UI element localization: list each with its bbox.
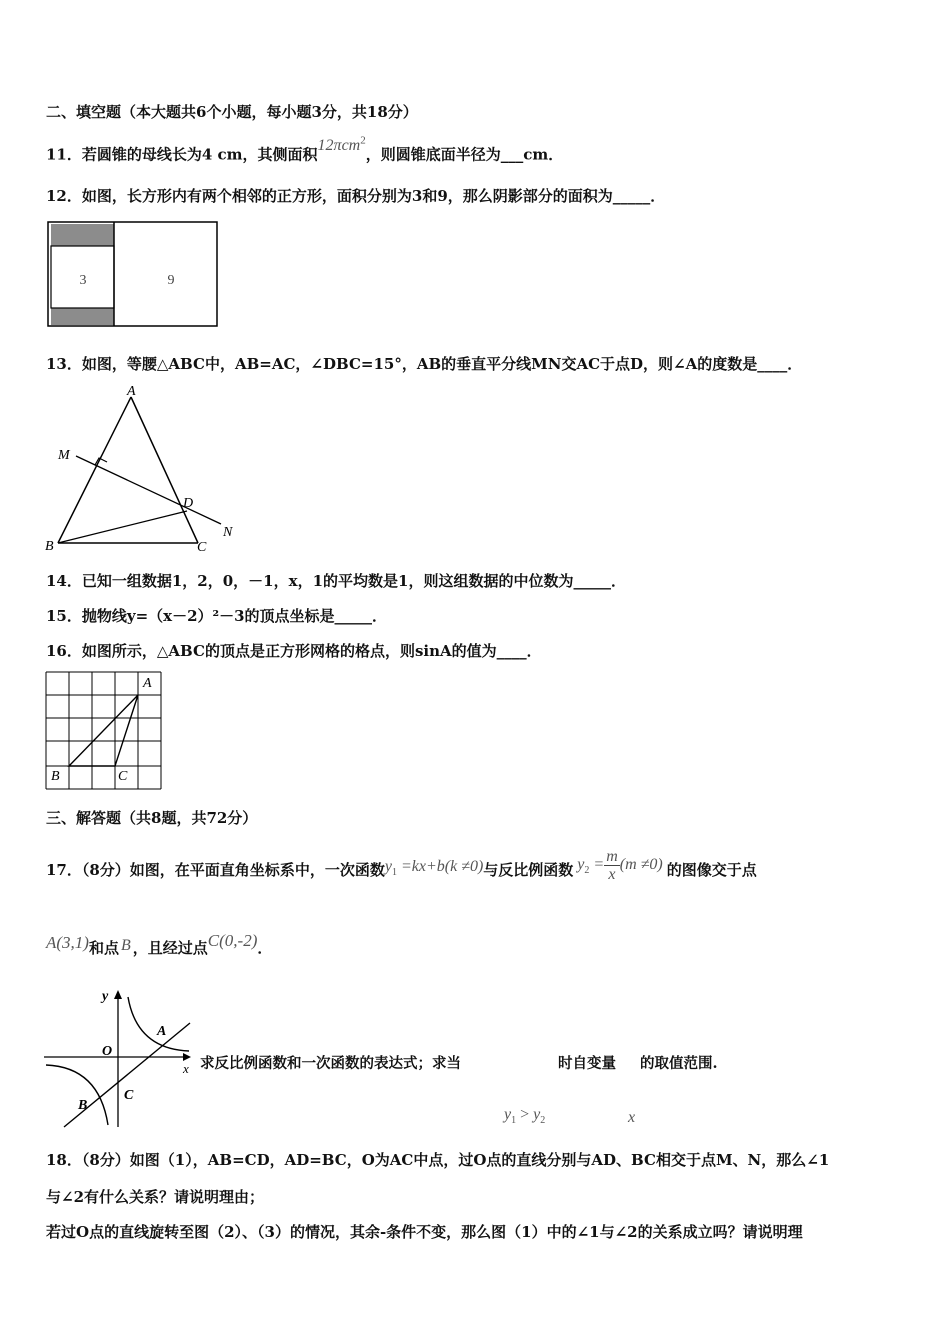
q11-text-a: 11．若圆锥的母线长为4 cm，其侧面积 bbox=[46, 145, 318, 164]
variable-x: x bbox=[628, 1109, 636, 1126]
y-axis-arrow-icon bbox=[114, 990, 122, 999]
side-ac bbox=[131, 397, 198, 543]
q17-text-a: 17．（8分）如图，在平面直角坐标系中，一次函数 bbox=[46, 861, 385, 880]
q17-text-b: 与反比例函数 bbox=[483, 861, 574, 880]
bisector-mn bbox=[76, 456, 221, 524]
label-x: x bbox=[183, 1061, 189, 1076]
label-a: A bbox=[127, 384, 136, 399]
question-18-line-1: 18．（8分）如图（1），AB=CD，AD=BC，O为AC中点，过O点的直线分别与AD、BC相交于点M、N，那么∠1 bbox=[46, 1151, 830, 1169]
q17-task-part1: 求反比例函数和一次函数的表达式；求当 bbox=[200, 1055, 461, 1072]
label-b: B bbox=[45, 539, 54, 554]
section3-heading: 三、解答题（共8题，共72分） bbox=[46, 809, 258, 827]
triangle-abc bbox=[69, 695, 138, 766]
q17-task-part2: 时自变量 bbox=[558, 1055, 616, 1072]
question-12: 12．如图，长方形内有两个相邻的正方形，面积分别为3和9，那么阴影部分的面积为_____． bbox=[46, 187, 666, 205]
label-y: y bbox=[102, 989, 109, 1004]
label-c: C bbox=[197, 540, 207, 555]
big-square-label: 9 bbox=[167, 273, 175, 288]
q11-area-expression: 12πcm$^2$ bbox=[317, 135, 366, 155]
q17-text-d: 和点 bbox=[88, 939, 119, 957]
q12-figure bbox=[46, 220, 221, 330]
q17-task-part3: 的取值范围. bbox=[640, 1055, 718, 1072]
top-shaded-region bbox=[51, 224, 114, 246]
section2-heading: 二、填空题（本大题共6个小题，每小题3分，共18分） bbox=[46, 103, 418, 121]
inequality-y1-gt-y2: $y_1 > y_2$ bbox=[504, 1106, 546, 1127]
question-18-line-3: 若过O点的直线旋转至图（2）、（3）的情况，其余‑条件不变，那么图（1）中的∠1与∠2的关系成立吗？请说明理 bbox=[46, 1223, 803, 1241]
inverse-function: $y_2$ = $\frac{m}{x}$ (m ≠0) bbox=[577, 848, 663, 883]
segment-bd bbox=[58, 511, 187, 543]
question-16: 16．如图所示，△ABC的顶点是正方形网格的格点，则sinA的值为____． bbox=[46, 642, 542, 660]
question-13: 13．如图，等腰△ABC中，AB=AC，∠DBC=15°，AB的垂直平分线MN交AC于点D，则∠A的度数是____． bbox=[46, 355, 803, 373]
question-14: 14．已知一组数据1，2，0，－1，x，1的平均数是1，则这组数据的中位数为_____． bbox=[46, 572, 626, 590]
question-15: 15．抛物线y=（x－2）²－3的顶点坐标是_____． bbox=[46, 607, 388, 625]
q16-grid-figure bbox=[44, 670, 169, 792]
label-c: C bbox=[124, 1088, 134, 1103]
fraction-m-over-x: $\frac{m}{x}$ bbox=[606, 848, 618, 883]
label-b: B bbox=[78, 1098, 88, 1113]
point-a: A(3,1) bbox=[46, 933, 89, 952]
small-square-label: 3 bbox=[79, 273, 87, 288]
q13-figure bbox=[40, 382, 250, 557]
label-n: N bbox=[223, 525, 233, 540]
question-11 bbox=[46, 135, 564, 165]
label-a: A bbox=[157, 1024, 167, 1039]
q11-text-b: ，则圆锥底面半径为___cm． bbox=[365, 145, 564, 164]
x-axis-arrow-icon bbox=[183, 1053, 191, 1061]
label-m: M bbox=[58, 448, 70, 463]
point-c: C(0,‑2) bbox=[207, 931, 258, 950]
question-17-continued bbox=[46, 931, 273, 961]
label-o: O bbox=[102, 1044, 113, 1059]
q17-text-f: ． bbox=[257, 939, 273, 957]
linear-function: $y_1 =kx+b(k \ne 0)$ bbox=[384, 858, 484, 879]
label-c: C bbox=[118, 769, 128, 784]
label-d: D bbox=[183, 496, 194, 511]
label-b: B bbox=[51, 769, 60, 784]
point-b: B bbox=[120, 937, 131, 954]
q17-coordinate-figure bbox=[44, 985, 199, 1130]
bottom-shaded-region bbox=[51, 308, 114, 325]
question-17 bbox=[46, 848, 757, 891]
side-ab bbox=[58, 397, 131, 543]
label-a: A bbox=[143, 676, 152, 691]
q17-text-e: ，且经过点 bbox=[132, 939, 208, 957]
question-18-line-2: 与∠2有什么关系？请说明理由； bbox=[46, 1188, 265, 1206]
q17-text-c: 的图像交于点 bbox=[666, 861, 757, 880]
